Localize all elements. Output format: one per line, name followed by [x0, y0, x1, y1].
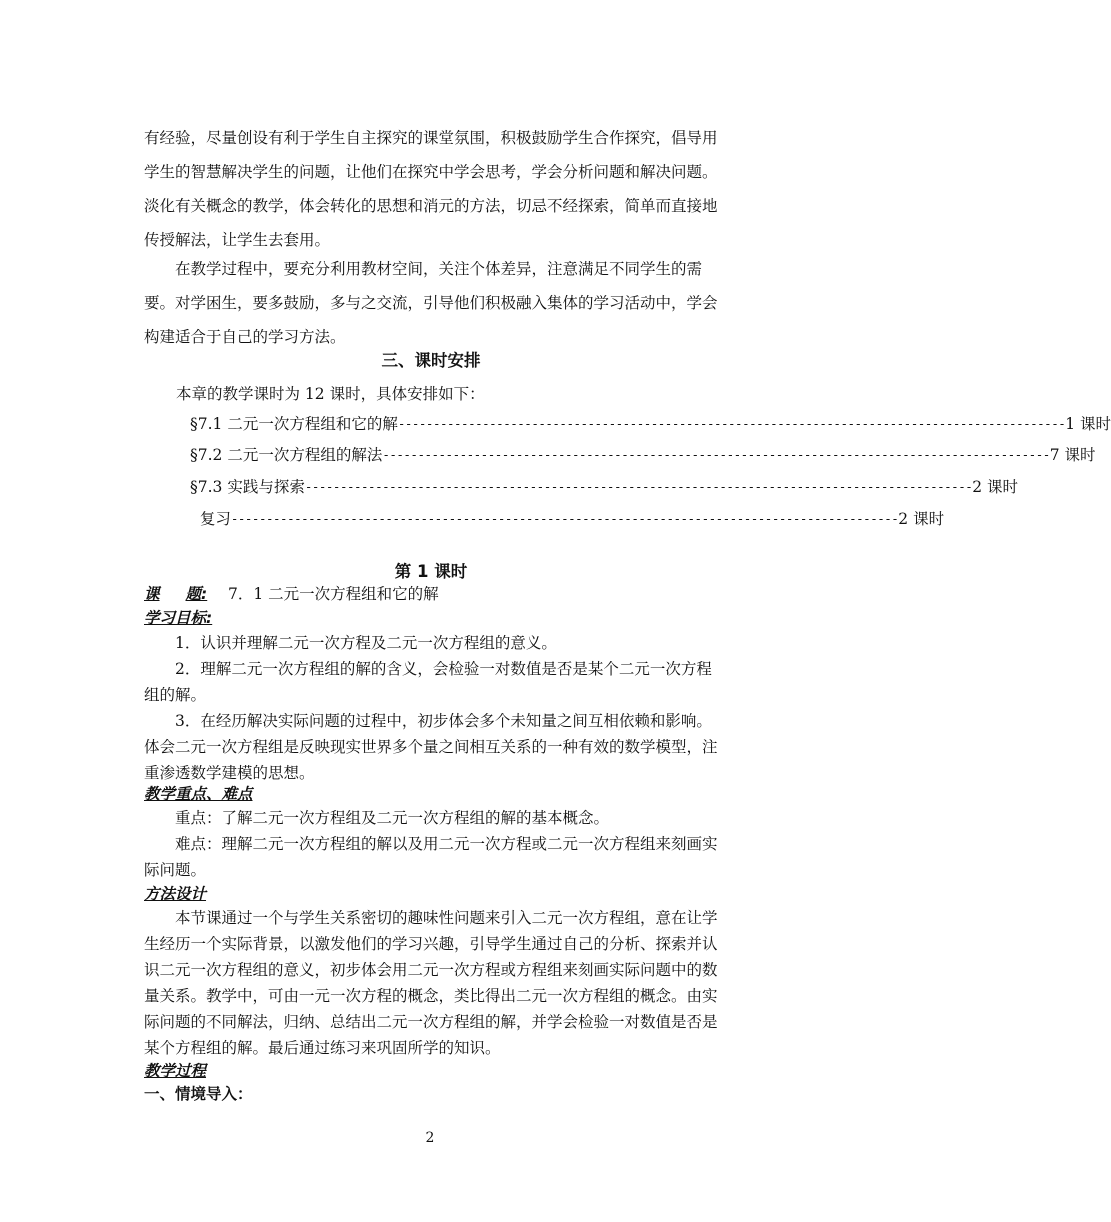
- focus-text: 重点：了解二元一次方程组及二元一次方程组的解的基本概念。: [175, 809, 610, 827]
- dotted-leader: -----------------------------------------------------------------------------------------------: [397, 416, 1066, 431]
- goal-item: 2．理解二元一次方程组的解的含义，会检验一对数值是否是某个二元一次方程组的解。: [144, 660, 712, 704]
- dotted-leader: -----------------------------------------------------------------------------------------------: [304, 479, 973, 494]
- schedule-item-title: 复习: [190, 510, 231, 528]
- keypoints-label: 教学重点、难点: [144, 785, 253, 803]
- goals-label: 学习目标:: [144, 609, 213, 627]
- lesson-heading: 第 1 课时: [394, 562, 468, 581]
- schedule-item-hours: 2 课时: [972, 478, 1019, 496]
- intro-paragraph-2: 在教学过程中，要充分利用教材空间，关注个体差异，注意满足不同学生的需要。对学困生，要多鼓励，多与之交流，引导他们积极融入集体的学习活动中，学会构建适合于自己的学习方法。: [144, 260, 718, 346]
- schedule-row: [190, 509, 945, 529]
- goal-item: 3．在经历解决实际问题的过程中，初步体会多个未知量之间互相依赖和影响。体会二元一次方程组是反映现实世界多个量之间相互关系的一种有效的数学模型，注重渗透数学建模的思想。: [144, 712, 718, 782]
- topic-label: [144, 584, 207, 604]
- schedule-item-title: §7.3 实践与探索: [190, 478, 305, 496]
- process-label: 教学过程: [144, 1062, 207, 1080]
- schedule-intro: 本章的教学课时为 12 课时，具体安排如下：: [176, 385, 485, 403]
- method-label: 方法设计: [144, 885, 207, 903]
- schedule-item-title: §7.2 二元一次方程组的解法: [190, 446, 383, 464]
- topic-value: 7．1 二元一次方程组和它的解: [228, 585, 439, 603]
- difficulty-text: 难点：理解二元一次方程组的解以及用二元一次方程或二元一次方程组来刻画实际问题。: [144, 835, 718, 879]
- goal-item: 1．认识并理解二元一次方程及二元一次方程组的意义。: [175, 634, 557, 652]
- schedule-heading: 三、课时安排: [381, 351, 481, 370]
- intro-paragraph-1: 有经验，尽量创设有利于学生自主探究的课堂氛围，积极鼓励学生合作探究，倡导用学生的智慧解决学生的问题，让他们在探究中学会思考，学会分析问题和解决问题。淡化有关概念的教学，体会转化的思想和消元的方法，切忌不经探索，简单而直接地传授解法，让学生去套用。: [144, 129, 718, 249]
- topic-label-part-a: 课: [144, 585, 160, 603]
- schedule-item-hours: 7 课时: [1049, 446, 1096, 464]
- dotted-leader: -----------------------------------------------------------------------------------------------: [230, 511, 899, 526]
- page-number: 2: [425, 1130, 435, 1146]
- schedule-item-title: §7.1 二元一次方程组和它的解: [190, 415, 398, 433]
- schedule-row: [190, 477, 1019, 497]
- schedule-row: [190, 445, 1096, 465]
- method-text: 本节课通过一个与学生关系密切的趣味性问题来引入二元一次方程组，意在让学生经历一个实际背景，以激发他们的学习兴趣，引导学生通过自己的分析、探索并认识二元一次方程组的意义，初步体会用二元一次方程或方程组来刻画实际问题中的数量关系。教学中，可由一元一次方程的概念，类比得出二元一次方程组的概念。由实际问题的不同解法，归纳、总结出二元一次方程组的解，并学会检验一对数值是否是某个方程组的解。最后通过练习来巩固所学的知识。: [144, 909, 718, 1057]
- section-heading: 一、情境导入：: [144, 1085, 253, 1103]
- schedule-item-hours: 1 课时: [1065, 415, 1111, 433]
- schedule-item-hours: 2 课时: [898, 510, 945, 528]
- topic-label-part-b: 题:: [185, 585, 208, 603]
- schedule-row: [190, 414, 1111, 434]
- dotted-leader: -----------------------------------------------------------------------------------------------: [382, 447, 1050, 462]
